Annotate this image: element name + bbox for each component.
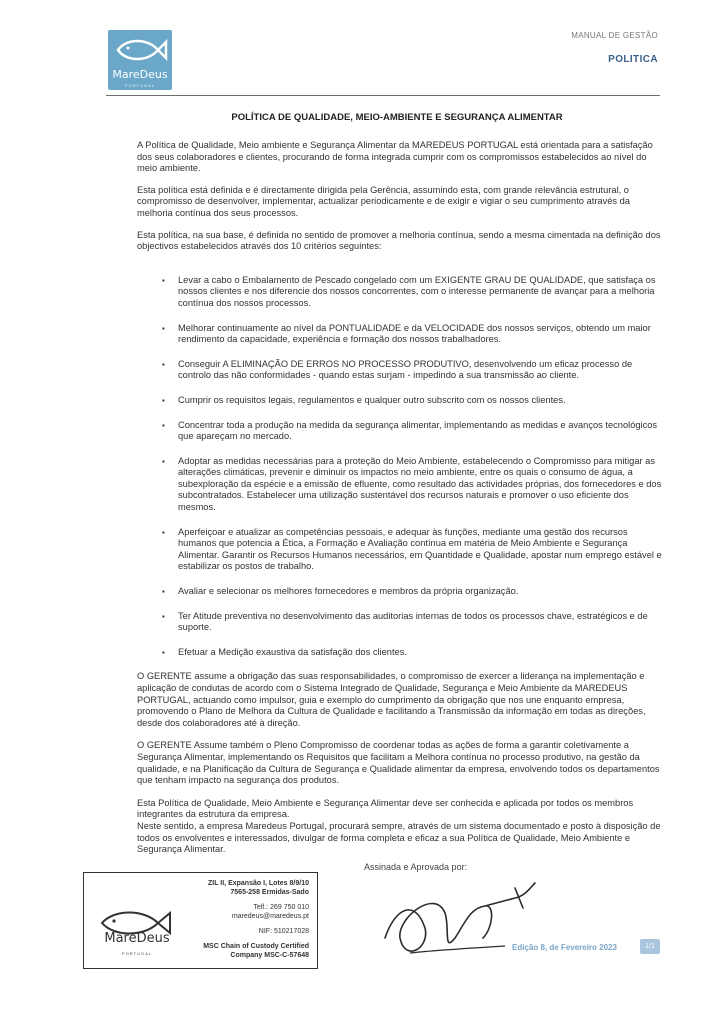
fish-icon bbox=[108, 32, 172, 70]
stamp-address: ZIL II, Expansão I, Lotes 8/9/10 bbox=[207, 880, 309, 887]
closing-paragraph: O GERENTE assume a obrigação das suas responsabilidades, o compromisso de exercer a liderança na implementação e aplicação de condutas de acordo com o Sistema Integrado de Qualidade, Segurança e Meio Ambiente da MAREDEUS PORTUGAL, actuando como impulsor, guia e exemplo do cumprimento da obrigação que nos une enquanto empresa, promovendo o Plano de Melhora da Cultura de Qualidade e facilitando a Transmissão da informação em todas as direções, desde dos colaboradores até à direção. bbox=[137, 671, 646, 728]
list-item: ▪ Efetuar a Medição exaustiva da satisfação dos clientes. bbox=[162, 646, 407, 657]
list-item: ▪ Aperfeiçoar e atualizar as competências pessoais, e adequar às funções, mediante uma gestão dos recursos humanos que potencia a Ética, a Formação e Avaliação contínua em matéria de Meio Ambiente e Segurança Alimentar. Garantir os Recursos Humanos necessários, em Quantidade e Qualidade, apostar num emprego estável e estabilizar os postos de trabalho. bbox=[162, 526, 662, 572]
closing-paragraph: Esta Política de Qualidade, Meio Ambiente e Segurança Alimentar deve ser conhecida e aplicada por todos os membros integrantes da estrutura da empresa. bbox=[137, 797, 634, 820]
document-title: POLÍTICA DE QUALIDADE, MEIO-AMBIENTE E SEGURANÇA ALIMENTAR bbox=[231, 112, 563, 123]
stamp-email: maredeus@maredeus.pt bbox=[231, 913, 309, 920]
criteria-list bbox=[137, 275, 662, 659]
logo-brand: MareDeus bbox=[112, 68, 168, 81]
stamp-address: 7565-258 Ermidas-Sado bbox=[230, 889, 309, 896]
logo-subtitle: PORTUGAL bbox=[125, 83, 155, 88]
stamp-phone: Telf.: 269 750 010 bbox=[253, 904, 309, 911]
bullet-icon: ▪ bbox=[162, 456, 165, 466]
stamp-msc: Company MSC-C-57648 bbox=[230, 952, 309, 959]
bullet-icon: ▪ bbox=[162, 611, 165, 621]
signature bbox=[365, 868, 555, 968]
closing-paragraph: Neste sentido, a empresa Maredeus Portugal, procurará sempre, através de um sistema documentado e posto à disposição de todos os envolventes e interessados, divulgar de forma completa e eficaz a sua Política de Qualidade, Meio Ambiente e Segurança Alimentar. bbox=[137, 820, 661, 855]
stamp-subtitle: PORTUGAL bbox=[122, 951, 152, 956]
intro-paragraph: Esta política está definida e é directamente dirigida pela Gerência, assumindo esta, com grande relevância estrutural, o compromisso de desenvolver, implementar, actualizar periodicamente e de exigir e vigiar o seu cumprimento através da melhoria contínua dos seus processos. bbox=[137, 184, 630, 218]
closing-paragraph: O GERENTE Assume também o Pleno Compromisso de coordenar todas as ações de forma a garantir coletivamente a Segurança Alimentar, implementando os Requisitos que facilitam a Melhora contínua no processo produtivo, na gestão da qualidade, e na Planificação da Cultura de Segurança e Qualidade alimentar da empresa, envolvendo todos os departamentos que tenham impacto na segurança dos produtos. bbox=[137, 740, 660, 786]
list-item: ▪ Cumprir os requisitos legais, regulamentos e qualquer outro subscrito com os nossos clientes. bbox=[162, 394, 566, 405]
bullet-icon: ▪ bbox=[162, 275, 165, 285]
stamp-msc: MSC Chain of Custody Certified bbox=[203, 943, 309, 950]
bullet-icon: ▪ bbox=[162, 527, 165, 537]
bullet-icon: ▪ bbox=[162, 395, 165, 405]
list-item: ▪ Adoptar as medidas necessárias para a proteção do Meio Ambiente, estabelecendo o Compromisso para mitigar as alterações climáticas, prevenir e diminuir os impactos no meio ambiente, entre os quais o consumo de água, a subexploração da espécie e a emissão de efluente, como resultado das actividades próprias, dos fornecedores e dos subcontratados. Estabelecer uma utilização sustentável dos recursos naturais e promover o uso eficiente dos mesmos. bbox=[162, 455, 662, 513]
list-item: ▪ Melhorar continuamente ao nível da PONTUALIDADE e da VELOCIDADE dos nossos serviços, obtendo um maior rendimento da capacidade, experiência e formação dos nossos trabalhadores. bbox=[162, 322, 651, 345]
list-item: ▪ Concentrar toda a produção na medida da segurança alimentar, implementando as medidas e avanços tecnológicos que apareçam no mercado. bbox=[162, 419, 658, 442]
company-logo bbox=[108, 30, 172, 90]
bullet-icon: ▪ bbox=[162, 359, 165, 369]
edition-label: Edição 8, de Fevereiro 2023 bbox=[512, 943, 617, 952]
list-item: ▪ Avaliar e selecionar os melhores fornecedores e membros da própria organização. bbox=[162, 586, 519, 597]
stamp-nif: NIF: 510217028 bbox=[258, 928, 309, 935]
stamp-info bbox=[203, 879, 309, 960]
header-divider bbox=[106, 95, 660, 96]
list-item: ▪ Ter Atitude preventiva no desenvolvimento das auditorias internas de todos os processos chave, estratégicos e de suporte. bbox=[162, 610, 648, 633]
bullet-icon: ▪ bbox=[162, 587, 165, 597]
document-body bbox=[137, 140, 662, 856]
bullet-icon: ▪ bbox=[162, 323, 165, 333]
intro-paragraph: A Política de Qualidade, Meio ambiente e Segurança Alimentar da MAREDEUS PORTUGAL está orientada para a satisfação dos seus colaboradores e clientes, procurando de forma integrada cumprir com os compromissos estabelecidos ao nível do meio ambiente. bbox=[137, 140, 653, 174]
section-label: POLITICA bbox=[608, 54, 658, 65]
list-item: ▪ Conseguir A ELIMINAÇÃO DE ERROS NO PROCESSO PRODUTIVO, desenvolvendo um eficaz processo de controlo das não conformidades - quando estas surjam - impedindo a sua transmissão ao cliente. bbox=[162, 358, 633, 381]
stamp-brand: MareDeus bbox=[104, 931, 170, 946]
manual-label: MANUAL DE GESTÃO bbox=[571, 31, 658, 40]
signed-label: Assinada e Aprovada por: bbox=[364, 862, 468, 872]
document-header bbox=[571, 31, 658, 65]
page-number: 1/1 bbox=[640, 939, 660, 954]
company-stamp bbox=[83, 872, 318, 969]
intro-paragraph: Esta política, na sua base, é definida no sentido de promover a melhoria contínua, sendo a mesma cimentada na definição dos objectivos estabelecidos através dos 10 critérios seguintes: bbox=[137, 229, 661, 252]
list-item: ▪ Levar a cabo o Embalamento de Pescado congelado com um EXIGENTE GRAU DE QUALIDADE, que satisfaça os nossos clientes e nos diferencie dos nossos concorrentes, com o interesse permanente de avançar para a melhoria contínua dos nossos processos. bbox=[162, 274, 656, 308]
bullet-icon: ▪ bbox=[162, 420, 165, 430]
bullet-icon: ▪ bbox=[162, 647, 165, 657]
